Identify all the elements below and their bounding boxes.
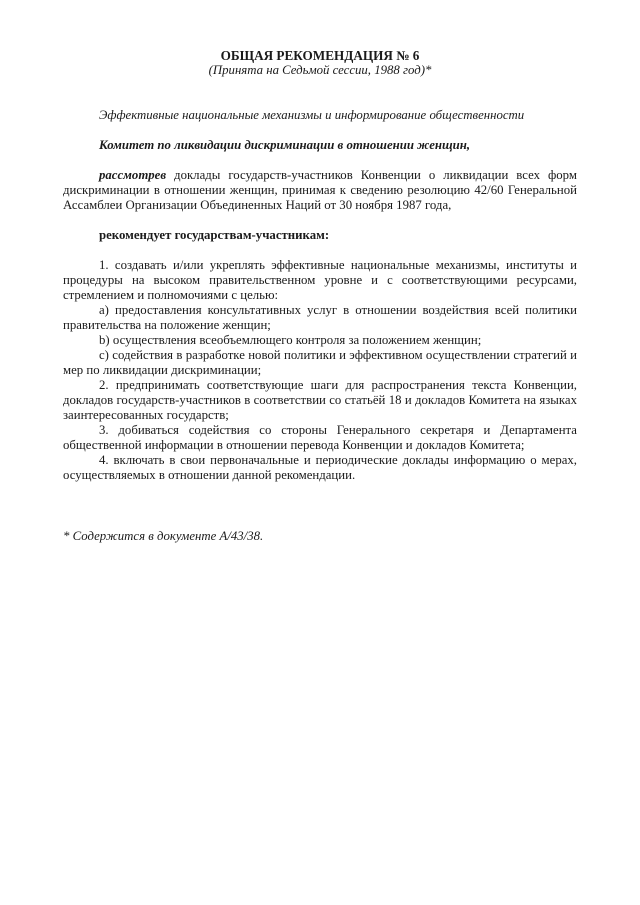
item-1: 1. создавать и/или укреплять эффективные национальные механизмы, институты и процедуры на высоком правительственном уровне и с соответствующими ресурсами, стремлением и полномочиями с целью: xyxy=(63,258,577,302)
recommends-line: рекомендует государствам-участникам: xyxy=(99,228,330,242)
item-2: 2. предпринимать соответствующие шаги для распространения текста Конвенции, докладов государств-участников в соответствии со статьёй 18 и докладов Комитета на языках заинтересованных государств; xyxy=(63,378,577,422)
item-4: 4. включать в свои первоначальные и периодические доклады информацию о мерах, осуществляемых в отношении данной рекомендации. xyxy=(63,453,577,482)
spacer xyxy=(63,213,577,228)
item-1a: a) предоставления консультативных услуг в отношении воздействия всей политики правительства на положение женщин; xyxy=(63,303,577,332)
document-topic: Эффективные национальные механизмы и информирование общественности xyxy=(99,108,525,122)
considered-lead: рассмотрев xyxy=(99,168,167,182)
footnote: * Содержится в документе А/43/38. xyxy=(63,529,264,543)
considered-rest: доклады государств-участников Конвенции о ликвидации всех форм дискриминации в отношении женщин, принимая к сведению резолюцию 42/60 Генеральной Ассамблеи Организации Объединенных Наций от 30 ноября 1987 года, xyxy=(63,168,577,212)
spacer xyxy=(63,78,577,108)
item-3: 3. добиваться содействия со стороны Генерального секретаря и Департамента общественной информации в отношении перевода Конвенции и докладов Комитета; xyxy=(63,423,577,452)
item-1b: b) осуществления всеобъемлющего контроля за положением женщин; xyxy=(99,333,482,347)
committee-line: Комитет по ликвидации дискриминации в отношении женщин, xyxy=(99,138,471,152)
item-1c: c) содействия в разработке новой политики и эффективном осуществлении стратегий и мер по ликвидации дискриминации; xyxy=(63,348,577,377)
document-title: ОБЩАЯ РЕКОМЕНДАЦИЯ № 6 xyxy=(220,48,420,63)
spacer xyxy=(63,123,577,138)
document-subtitle: (Принята на Седьмой сессии, 1988 год)* xyxy=(208,63,432,77)
spacer xyxy=(63,153,577,168)
considered-paragraph xyxy=(63,168,577,213)
spacer xyxy=(63,243,577,258)
